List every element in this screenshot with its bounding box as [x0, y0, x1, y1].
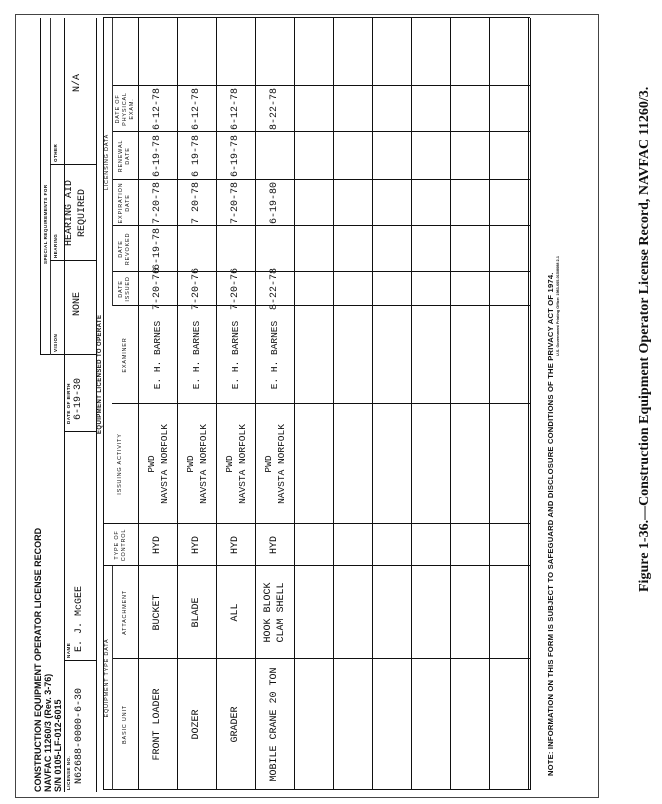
- table-cell: [177, 226, 216, 272]
- table-cell: 7-20-78: [152, 182, 163, 225]
- table-cell: DOZER: [191, 709, 202, 740]
- gpo-imprint: U.S. Government Printing Office: 1983-605-015/8088 2-1: [556, 255, 560, 356]
- table-cell: 7-20-78: [230, 182, 241, 225]
- table-cell: MOBILE CRANE 20 TON: [269, 667, 280, 782]
- table-cell: HOOK BLOCK CLAM SHELL: [262, 582, 287, 643]
- column-header: RENEWAL DATE: [118, 139, 131, 173]
- privacy-note: NOTE: INFORMATION ON THIS FORM IS SUBJECT TO SAFEGUARD AND DISCLOSURE CONDITIONS OF THE PRIVACY ACT OF 1974.: [546, 272, 555, 776]
- table-cell: [255, 226, 294, 272]
- table-cell: [216, 226, 255, 272]
- divider: [50, 260, 96, 261]
- table-cell: PWD NAVSTA NORFOLK: [262, 424, 287, 504]
- column-header: DATE REVOKED: [118, 232, 131, 266]
- table-cell: E. H. BARNES: [191, 320, 202, 390]
- name-label: NAME: [66, 642, 71, 658]
- table-cell: 7-20-76: [191, 267, 202, 310]
- table-cell: PWD NAVSTA NORFOLK: [184, 424, 209, 504]
- table-cell: 6-19-78: [152, 228, 163, 271]
- table-cell: GRADER: [230, 706, 241, 743]
- figure-caption: Figure 1-36.—Construction Equipment Operator License Record, NAVFAC 11260/3.: [637, 86, 652, 592]
- hearing-value: HEARING AID REQUIRED: [64, 180, 88, 247]
- table-cell: 6-19-80: [269, 182, 280, 225]
- column-header: ISSUING ACTIVITY: [117, 433, 123, 495]
- other-label: OTHER: [53, 143, 58, 162]
- row-line: [333, 18, 334, 790]
- table-cell: HYD: [191, 536, 202, 555]
- table-cell: E. H. BARNES: [269, 320, 280, 390]
- special-requirements-label: SPECIAL REQUIREMENTS FOR: [43, 184, 48, 264]
- hearing-label: HEARING: [53, 233, 58, 258]
- group-header-licensing: LICENSING DATA: [104, 133, 110, 191]
- name-value: E. J. McGEE: [74, 585, 85, 652]
- license-no-label: LICENSE NO.: [66, 755, 71, 790]
- table-cell: 6-19-78: [230, 135, 241, 178]
- divider: [64, 660, 96, 661]
- table-cell: E. H. BARNES: [152, 320, 163, 390]
- stock-number: S/N 0105-LF-012-6015: [53, 699, 63, 792]
- table-cell: HYD: [230, 536, 241, 555]
- column-line: [103, 17, 530, 18]
- table-cell: 7-20-76: [230, 267, 241, 310]
- table-cell: E. H. BARNES: [230, 320, 241, 390]
- row-line: [450, 18, 451, 790]
- table-cell: 6-12-78: [230, 88, 241, 131]
- table-cell: ALL: [230, 603, 241, 622]
- form-title: CONSTRUCTION EQUIPMENT OPERATOR LICENSE RECORD: [33, 527, 43, 792]
- group-header-equipment: EQUIPMENT TYPE DATA: [104, 638, 110, 718]
- divider: [40, 354, 96, 355]
- table-cell: BLADE: [191, 597, 202, 628]
- table-cell: [255, 132, 294, 180]
- table-cell: 7-20-76: [152, 267, 163, 310]
- column-header: DATE ISSUED: [118, 276, 131, 302]
- column-header: DATE OF PHYSICAL EXAM.: [114, 92, 135, 126]
- table-cell: 7 20-78: [191, 182, 202, 225]
- column-header: BASIC UNIT: [121, 705, 128, 744]
- other-value: N/A: [72, 73, 83, 92]
- row-line: [294, 18, 295, 790]
- divider: [50, 164, 96, 165]
- table-cell: HYD: [269, 536, 280, 555]
- dob-value: 6-19-30: [73, 377, 84, 420]
- column-header: EXPIRATION DATE: [118, 182, 131, 224]
- divider: [50, 18, 51, 355]
- table-cell: 6 19-78: [191, 135, 202, 178]
- column-header: EXAMINER: [121, 337, 128, 373]
- table-cell: PWD NAVSTA NORFOLK: [145, 424, 170, 504]
- table-cell: BUCKET: [152, 594, 163, 631]
- row-line: [528, 18, 529, 790]
- table-cell: 8-22-78: [269, 88, 280, 131]
- dob-label: DATE OF BIRTH: [66, 383, 71, 424]
- table-cell: 6-19-78: [152, 135, 163, 178]
- table-bottom-line: [530, 18, 531, 790]
- column-header: ATTACHMENT: [121, 590, 128, 635]
- section-title: EQUIPMENT LICENSED TO OPERATE: [97, 314, 103, 434]
- row-line: [372, 18, 373, 790]
- header-top-line: [64, 18, 65, 792]
- column-header: TYPE OF CONTROL: [113, 528, 127, 562]
- row-line: [489, 18, 490, 790]
- special-top-line: [40, 18, 41, 355]
- vision-label: VISION: [53, 333, 58, 352]
- row-line: [411, 18, 412, 790]
- vision-value: NONE: [72, 291, 83, 316]
- divider: [64, 431, 96, 432]
- table-cell: 8-22-78: [269, 267, 280, 310]
- table-cell: 6-12-78: [191, 88, 202, 131]
- license-no-value: N62688-0000-6-30: [74, 687, 85, 784]
- table-cell: 6-12-78: [152, 88, 163, 131]
- table-cell: FRONT LOADER: [152, 688, 163, 761]
- table-cell: HYD: [152, 536, 163, 555]
- form-number: NAVFAC 11260/3 (Rev. 3-76): [43, 673, 53, 792]
- table-cell: PWD NAVSTA NORFOLK: [223, 424, 248, 504]
